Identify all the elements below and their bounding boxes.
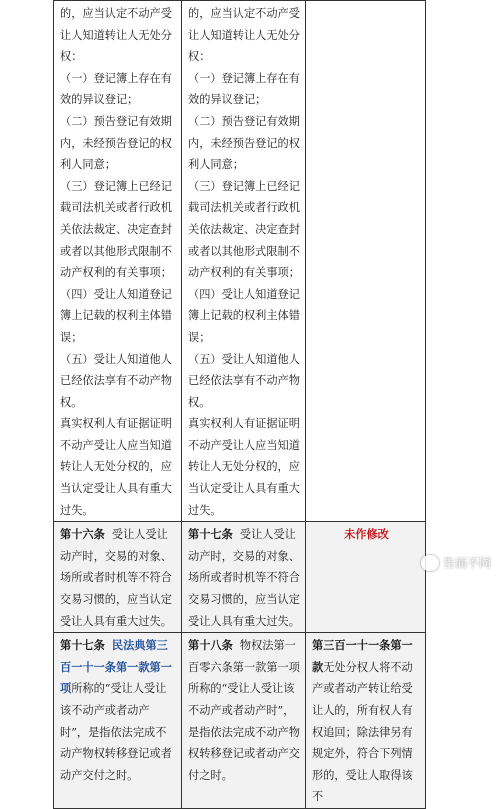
article-number: 第三百一十一条第一款 [312,638,413,674]
row3-col3-cell [306,633,426,809]
row1-col3-cell [306,1,426,522]
row1-col1-p6: 真实权利人有证据证明不动产受让人应当知道转让人无处分权的，应当认定受让人具有重大过失。 [60,417,172,517]
row2-col3-cell [306,522,426,633]
row1-col1-p3: （三）登记簿上已经记载司法机关或者行政机关依法裁定、决定查封或者以其他形式限制不动产权利的有关事项； [60,179,172,280]
comparison-table [53,0,426,809]
article-text: 无处分权人将不动产或者动产转让给受让人的，所有权人有权追回；除法律另有规定外，符合下列情形的，受让人取得该不 [312,660,413,804]
row2-col2-cell [182,522,306,633]
table-row [54,633,426,809]
row3-col2-cell [182,633,306,809]
change-note: 未作修改 [344,527,389,542]
row2-col1-cell [54,522,182,633]
row1-col2-p6: 真实权利人有证据证明不动产受让人应当知道转让人无处分权的，应当认定受让人具有重大过失。 [188,417,300,517]
row1-col2-p5: （五）受让人知道他人已经依法享有不动产物权。 [188,352,300,409]
article-text: 受让人受让动产时，交易的对象、场所或者时机等不符合交易习惯的，应当认定受让人具有重大过失。 [60,528,172,628]
row1-col1-p4: （四）受让人知道登记簿上记载的权利主体错误； [60,287,172,344]
row1-col1-p1: （一）登记簿上存在有效的异议登记； [60,71,172,107]
article-number: 第十八条 [188,638,233,653]
article-number: 第十七条 [60,638,105,653]
article-text: 受让人受让动产时，交易的对象、场所或者时机等不符合交易习惯的，应当认定受让人具有重大过失。 [188,528,300,628]
article-number: 第十六条 [60,527,105,542]
table-row [54,522,426,633]
row1-col2-p2: （二）预告登记有效期内，未经预告登记的权利人同意； [188,114,300,172]
table-row [54,1,426,522]
row1-col1-p0: 的，应当认定不动产受让人知道转让人无处分权： [60,7,172,64]
row1-col1-cell [54,1,182,522]
civil-code-reference: 民法典第三百一十一条第一款第一项 [60,638,172,696]
watermark [421,554,491,571]
article-number: 第十七条 [188,527,233,542]
row1-col2-p4: （四）受让人知道登记簿上记载的权利主体错误； [188,287,300,344]
watermark-text: 告而不同 [442,556,491,570]
wechat-icon [421,555,439,571]
article-text: 物权法第一百零六条第一款第一项所称的“受让人受让该不动产或者动产时”，是指依法完成不动产物权转移登记或者动产交付之时。 [188,639,300,782]
row1-col2-cell [182,1,306,522]
article-text: 所称的“受让人受让该不动产或者动产时”，是指依法完成不动产物权转移登记或者动产交付之时。 [60,682,172,782]
row1-col2-p1: （一）登记簿上存在有效的异议登记； [188,71,300,107]
row1-col2-p3: （三）登记簿上已经记载司法机关或者行政机关依法裁定、决定查封或者以其他形式限制不动产权利的有关事项； [188,179,300,280]
row3-col1-cell [54,633,182,809]
row1-col1-p5: （五）受让人知道他人已经依法享有不动产物权。 [60,352,172,409]
row1-col1-p2: （二）预告登记有效期内，未经预告登记的权利人同意； [60,114,172,172]
row1-col2-p0: 的，应当认定不动产受让人知道转让人无处分权： [188,7,300,64]
